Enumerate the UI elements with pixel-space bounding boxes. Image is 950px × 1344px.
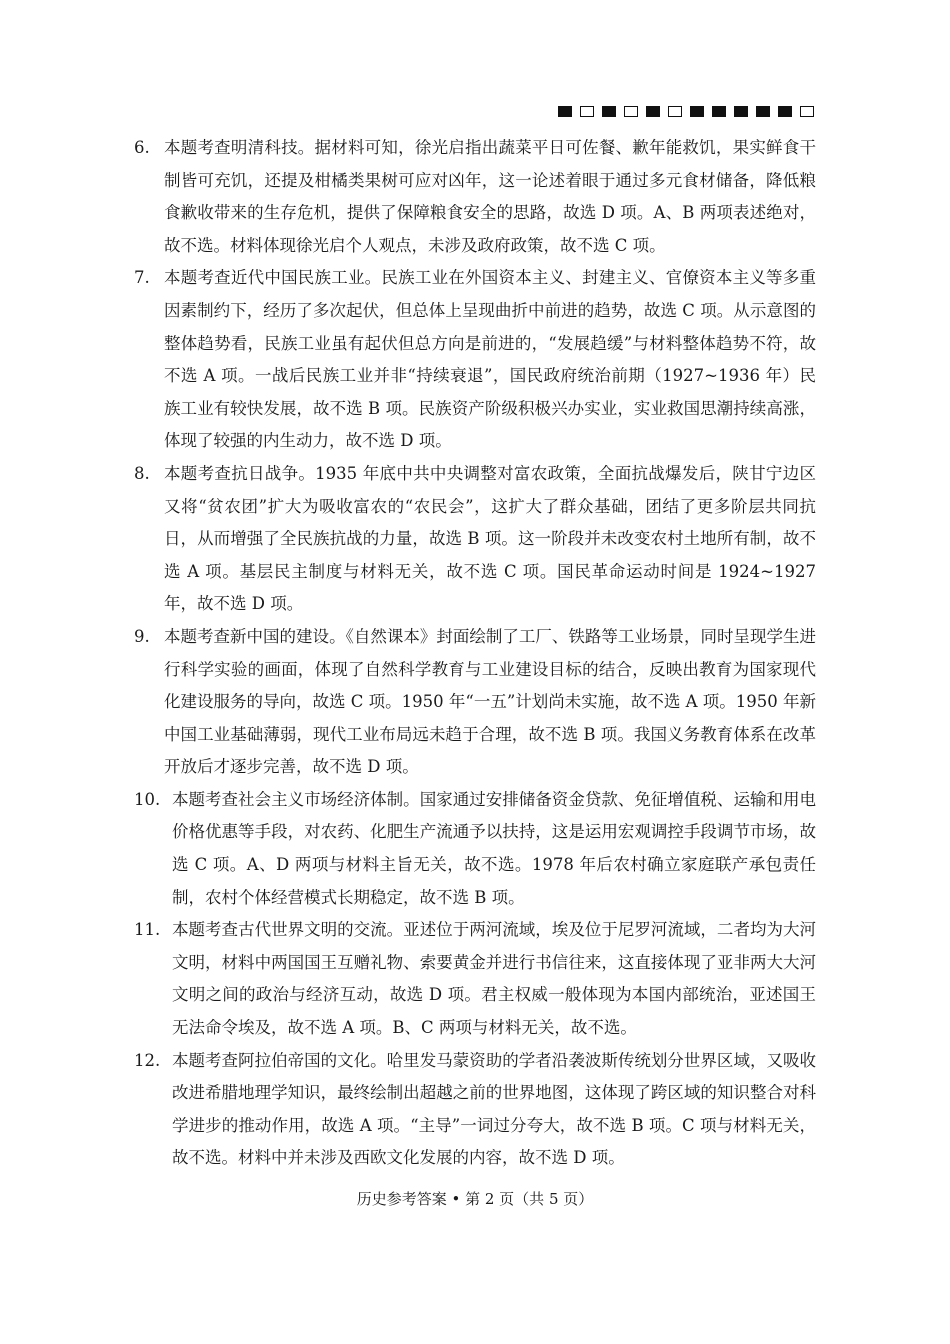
- item-text: 本题考查社会主义市场经济体制。国家通过安排储备资金贷款、免征增值税、运输和用电价格优惠等手段，对农药、化肥生产流通予以扶持，这是运用宏观调控手段调节市场，故选 C 项。A、D 两项与材料主旨无关，故不选。1978 年后农村确立家庭联产承包责任制，农村个体经营模式长期稳定，故不选 B 项。: [172, 789, 816, 907]
- item-number: 8.: [134, 463, 150, 483]
- filled-square-mark: [602, 106, 616, 117]
- empty-square-mark: [580, 106, 594, 117]
- filled-square-mark: [734, 106, 748, 117]
- item-text: 本题考查抗日战争。1935 年底中共中央调整对富农政策，全面抗战爆发后，陕甘宁边区又将“贫农团”扩大为吸收富农的“农民会”，这扩大了群众基础，团结了更多阶层共同抗日，从而增强了全民族抗战的力量，故选 B 项。这一阶段并未改变农村土地所有制，故不选 A 项。基层民主制度与材料无关，故不选 C 项。国民革命运动时间是 1924~1927 年，故不选 D 项。: [164, 463, 816, 614]
- empty-square-mark: [800, 106, 814, 117]
- filled-square-mark: [690, 106, 704, 117]
- answer-item-8: [134, 458, 816, 621]
- filled-square-mark: [756, 106, 770, 117]
- answer-item-9: [134, 621, 816, 784]
- item-text: 本题考查近代中国民族工业。民族工业在外国资本主义、封建主义、官僚资本主义等多重因素制约下，经历了多次起伏，但总体上呈现曲折中前进的趋势，故选 C 项。从示意图的整体趋势看，民族工业虽有起伏但总方向是前进的，“发展趋缓”与材料整体趋势不符，故不选 A 项。一战后民族工业并非“持续衰退”，国民政府统治前期（1927~1936 年）民族工业有较快发展，故不选 B 项。民族资产阶级积极兴办实业，实业救国思潮持续高涨，体现了较强的内生动力，故不选 D 项。: [164, 268, 816, 451]
- filled-square-mark: [778, 106, 792, 117]
- item-number: 10.: [134, 789, 161, 809]
- item-number: 11.: [134, 920, 161, 940]
- item-number: 7.: [134, 268, 150, 288]
- item-number: 6.: [134, 138, 150, 157]
- answer-item-7: [134, 262, 816, 458]
- answer-item-12: [134, 1045, 816, 1175]
- answer-item-6: [134, 132, 816, 262]
- item-text: 本题考查古代世界文明的交流。亚述位于两河流域，埃及位于尼罗河流域，二者均为大河文明，材料中两国国王互赠礼物、索要黄金并进行书信往来，这直接体现了亚非两大大河文明之间的政治与经济互动，故选 D 项。君主权威一般体现为本国内部统治，亚述国王无法命令埃及，故不选 A 项。B、C 两项与材料无关，故不选。: [172, 920, 816, 1038]
- item-text: 本题考查明清科技。据材料可知，徐光启指出蔬菜平日可佐餐、歉年能救饥，果实鲜食干制皆可充饥，还提及柑橘类果树可应对凶年，这一论述着眼于通过多元食材储备，降低粮食歉收带来的生存危机，提供了保障粮食安全的思路，故选 D 项。A、B 两项表述绝对，故不选。材料体现徐光启个人观点，未涉及政府政策，故不选 C 项。: [164, 138, 816, 255]
- header-marks: [558, 106, 814, 117]
- filled-square-mark: [558, 106, 572, 117]
- empty-square-mark: [668, 106, 682, 117]
- item-text: 本题考查阿拉伯帝国的文化。哈里发马蒙资助的学者沿袭波斯传统划分世界区域，又吸收改进希腊地理学知识，最终绘制出超越之前的世界地图，这体现了跨区域的知识整合对科学进步的推动作用，故选 A 项。“主导”一词过分夸大，故不选 B 项。C 项与材料无关，故不选。材料中并未涉及西欧文化发展的内容，故不选 D 项。: [172, 1050, 816, 1168]
- answer-list: [134, 132, 816, 1175]
- empty-square-mark: [624, 106, 638, 117]
- filled-square-mark: [712, 106, 726, 117]
- item-number: 9.: [134, 626, 150, 646]
- page-footer: 历史参考答案 • 第 2 页（共 5 页）: [356, 1190, 594, 1208]
- filled-square-mark: [646, 106, 660, 117]
- answer-item-10: [134, 784, 816, 914]
- item-text: 本题考查新中国的建设。《自然课本》封面绘制了工厂、铁路等工业场景，同时呈现学生进行科学实验的画面，体现了自然科学教育与工业建设目标的结合，反映出教育为国家现代化建设服务的导向，故选 C 项。1950 年“一五”计划尚未实施，故不选 A 项。1950 年新中国工业基础薄弱，现代工业布局远未趋于合理，故不选 B 项。我国义务教育体系在改革开放后才逐步完善，故不选 D 项。: [164, 626, 816, 777]
- answer-item-11: [134, 914, 816, 1044]
- item-number: 12.: [134, 1050, 161, 1070]
